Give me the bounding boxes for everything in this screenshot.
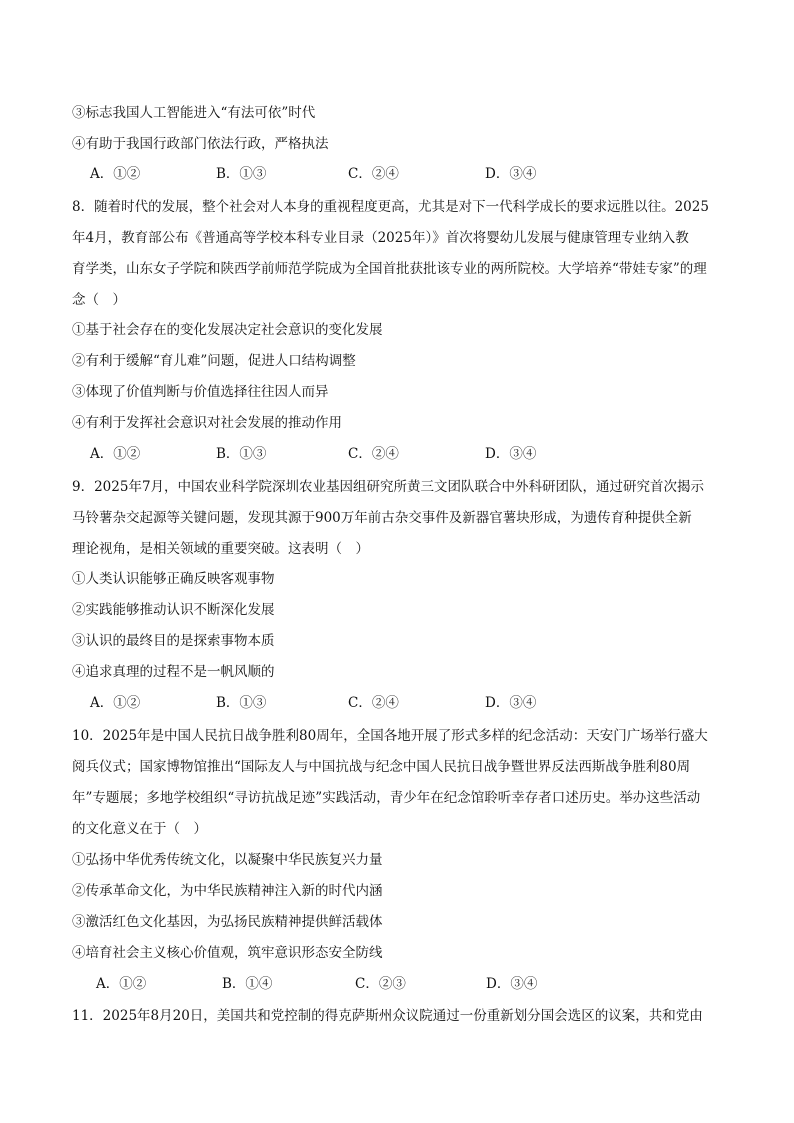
q10-option-d[interactable]: D．③④ bbox=[486, 976, 538, 992]
exam-page bbox=[72, 0, 722, 1123]
q8-stem bbox=[72, 192, 722, 316]
q9-statement-3: ③认识的最终目的是探索事物本质 bbox=[72, 633, 275, 649]
q10-stem-line-1: 10．2025年是中国人民抗日战争胜利80周年，全国各地开展了形式多样的纪念活动：天安门广场举行盛大 bbox=[72, 728, 708, 744]
q7-option-d[interactable]: D．③④ bbox=[485, 166, 537, 182]
q7-option-a[interactable]: A．①② bbox=[90, 166, 141, 182]
q9-option-d[interactable]: D．③④ bbox=[485, 695, 537, 711]
q11-stem-line-1: 11．2025年8月20日，美国共和党控制的得克萨斯州众议院通过一份重新划分国会选区的议案，共和党由 bbox=[72, 1008, 703, 1024]
q9-statement-2: ②实践能够推动认识不断深化发展 bbox=[72, 602, 275, 618]
q7-statement-4: ④有助于我国行政部门依法行政，严格执法 bbox=[72, 136, 329, 152]
q8-option-c[interactable]: C．②④ bbox=[348, 446, 399, 462]
q10-statement-1: ①弘扬中华优秀传统文化，以凝聚中华民族复兴力量 bbox=[72, 852, 383, 868]
q8-stem-line-2: 年4月，教育部公布《普通高等学校本科专业目录（2025年）》首次将婴幼儿发展与健康管理专业纳入教 bbox=[72, 230, 689, 246]
q10-stem-line-3: 年”专题展；多地学校组织“寻访抗战足迹”实践活动，青少年在纪念馆聆听幸存者口述历史。举办这些活动 bbox=[72, 790, 701, 806]
q8-statement-3: ③体现了价值判断与价值选择往往因人而异 bbox=[72, 384, 329, 400]
q10-option-a[interactable]: A．①② bbox=[96, 976, 147, 992]
q10-stem-line-2: 阅兵仪式；国家博物馆推出“国际友人与中国抗战与纪念中国人民抗日战争暨世界反法西斯战争胜利80周 bbox=[72, 759, 691, 775]
q8-option-b[interactable]: B．①③ bbox=[216, 446, 267, 462]
q10-statement-3: ③激活红色文化基因，为弘扬民族精神提供鲜活载体 bbox=[72, 914, 383, 930]
q8-option-a[interactable]: A．①② bbox=[90, 446, 141, 462]
q7-statement-3: ③标志我国人工智能进入“有法可依”时代 bbox=[72, 105, 316, 121]
q8-stem-line-3: 育学类，山东女子学院和陕西学前师范学院成为全国首批获批该专业的两所院校。大学培养“带娃专家”的理 bbox=[72, 261, 707, 277]
q9-stem-line-1: 9．2025年7月，中国农业科学院深圳农业基因组研究所黄三文团队联合中外科研团队，通过研究首次揭示 bbox=[72, 479, 705, 495]
q9-option-c[interactable]: C．②④ bbox=[348, 695, 399, 711]
q10-stem bbox=[72, 721, 722, 845]
q9-statement-4: ④追求真理的过程不是一帆风顺的 bbox=[72, 664, 275, 680]
q8-option-d[interactable]: D．③④ bbox=[485, 446, 537, 462]
q9-stem-line-3: 理论视角，是相关领域的重要突破。这表明（ ） bbox=[72, 541, 369, 557]
q10-option-c[interactable]: C．②③ bbox=[355, 976, 406, 992]
q9-option-b[interactable]: B．①③ bbox=[216, 695, 267, 711]
q9-stem-line-2: 马铃薯杂交起源等关键问题，发现其源于900万年前古杂交事件及新器官薯块形成，为遗传育种提供全新 bbox=[72, 510, 692, 526]
q8-stem-line-4: 念（ ） bbox=[72, 292, 126, 308]
q8-stem-line-1: 8．随着时代的发展，整个社会对人本身的重视程度更高，尤其是对下一代科学成长的要求远胜以往。2025 bbox=[72, 199, 709, 215]
q7-option-c[interactable]: C．②④ bbox=[348, 166, 399, 182]
q10-stem-line-4: 的文化意义在于（ ） bbox=[72, 821, 207, 837]
q9-stem bbox=[72, 472, 722, 565]
q10-statement-4: ④培育社会主义核心价值观，筑牢意识形态安全防线 bbox=[72, 945, 383, 961]
q10-statement-2: ②传承革命文化，为中华民族精神注入新的时代内涵 bbox=[72, 883, 383, 899]
q8-statement-4: ④有利于发挥社会意识对社会发展的推动作用 bbox=[72, 415, 342, 431]
q8-statement-2: ②有利于缓解“育儿难”问题，促进人口结构调整 bbox=[72, 353, 356, 369]
q9-option-a[interactable]: A．①② bbox=[90, 695, 141, 711]
q8-statement-1: ①基于社会存在的变化发展决定社会意识的变化发展 bbox=[72, 322, 383, 338]
q9-statement-1: ①人类认识能够正确反映客观事物 bbox=[72, 571, 275, 587]
q10-option-b[interactable]: B．①④ bbox=[222, 976, 273, 992]
q7-option-b[interactable]: B．①③ bbox=[216, 166, 267, 182]
